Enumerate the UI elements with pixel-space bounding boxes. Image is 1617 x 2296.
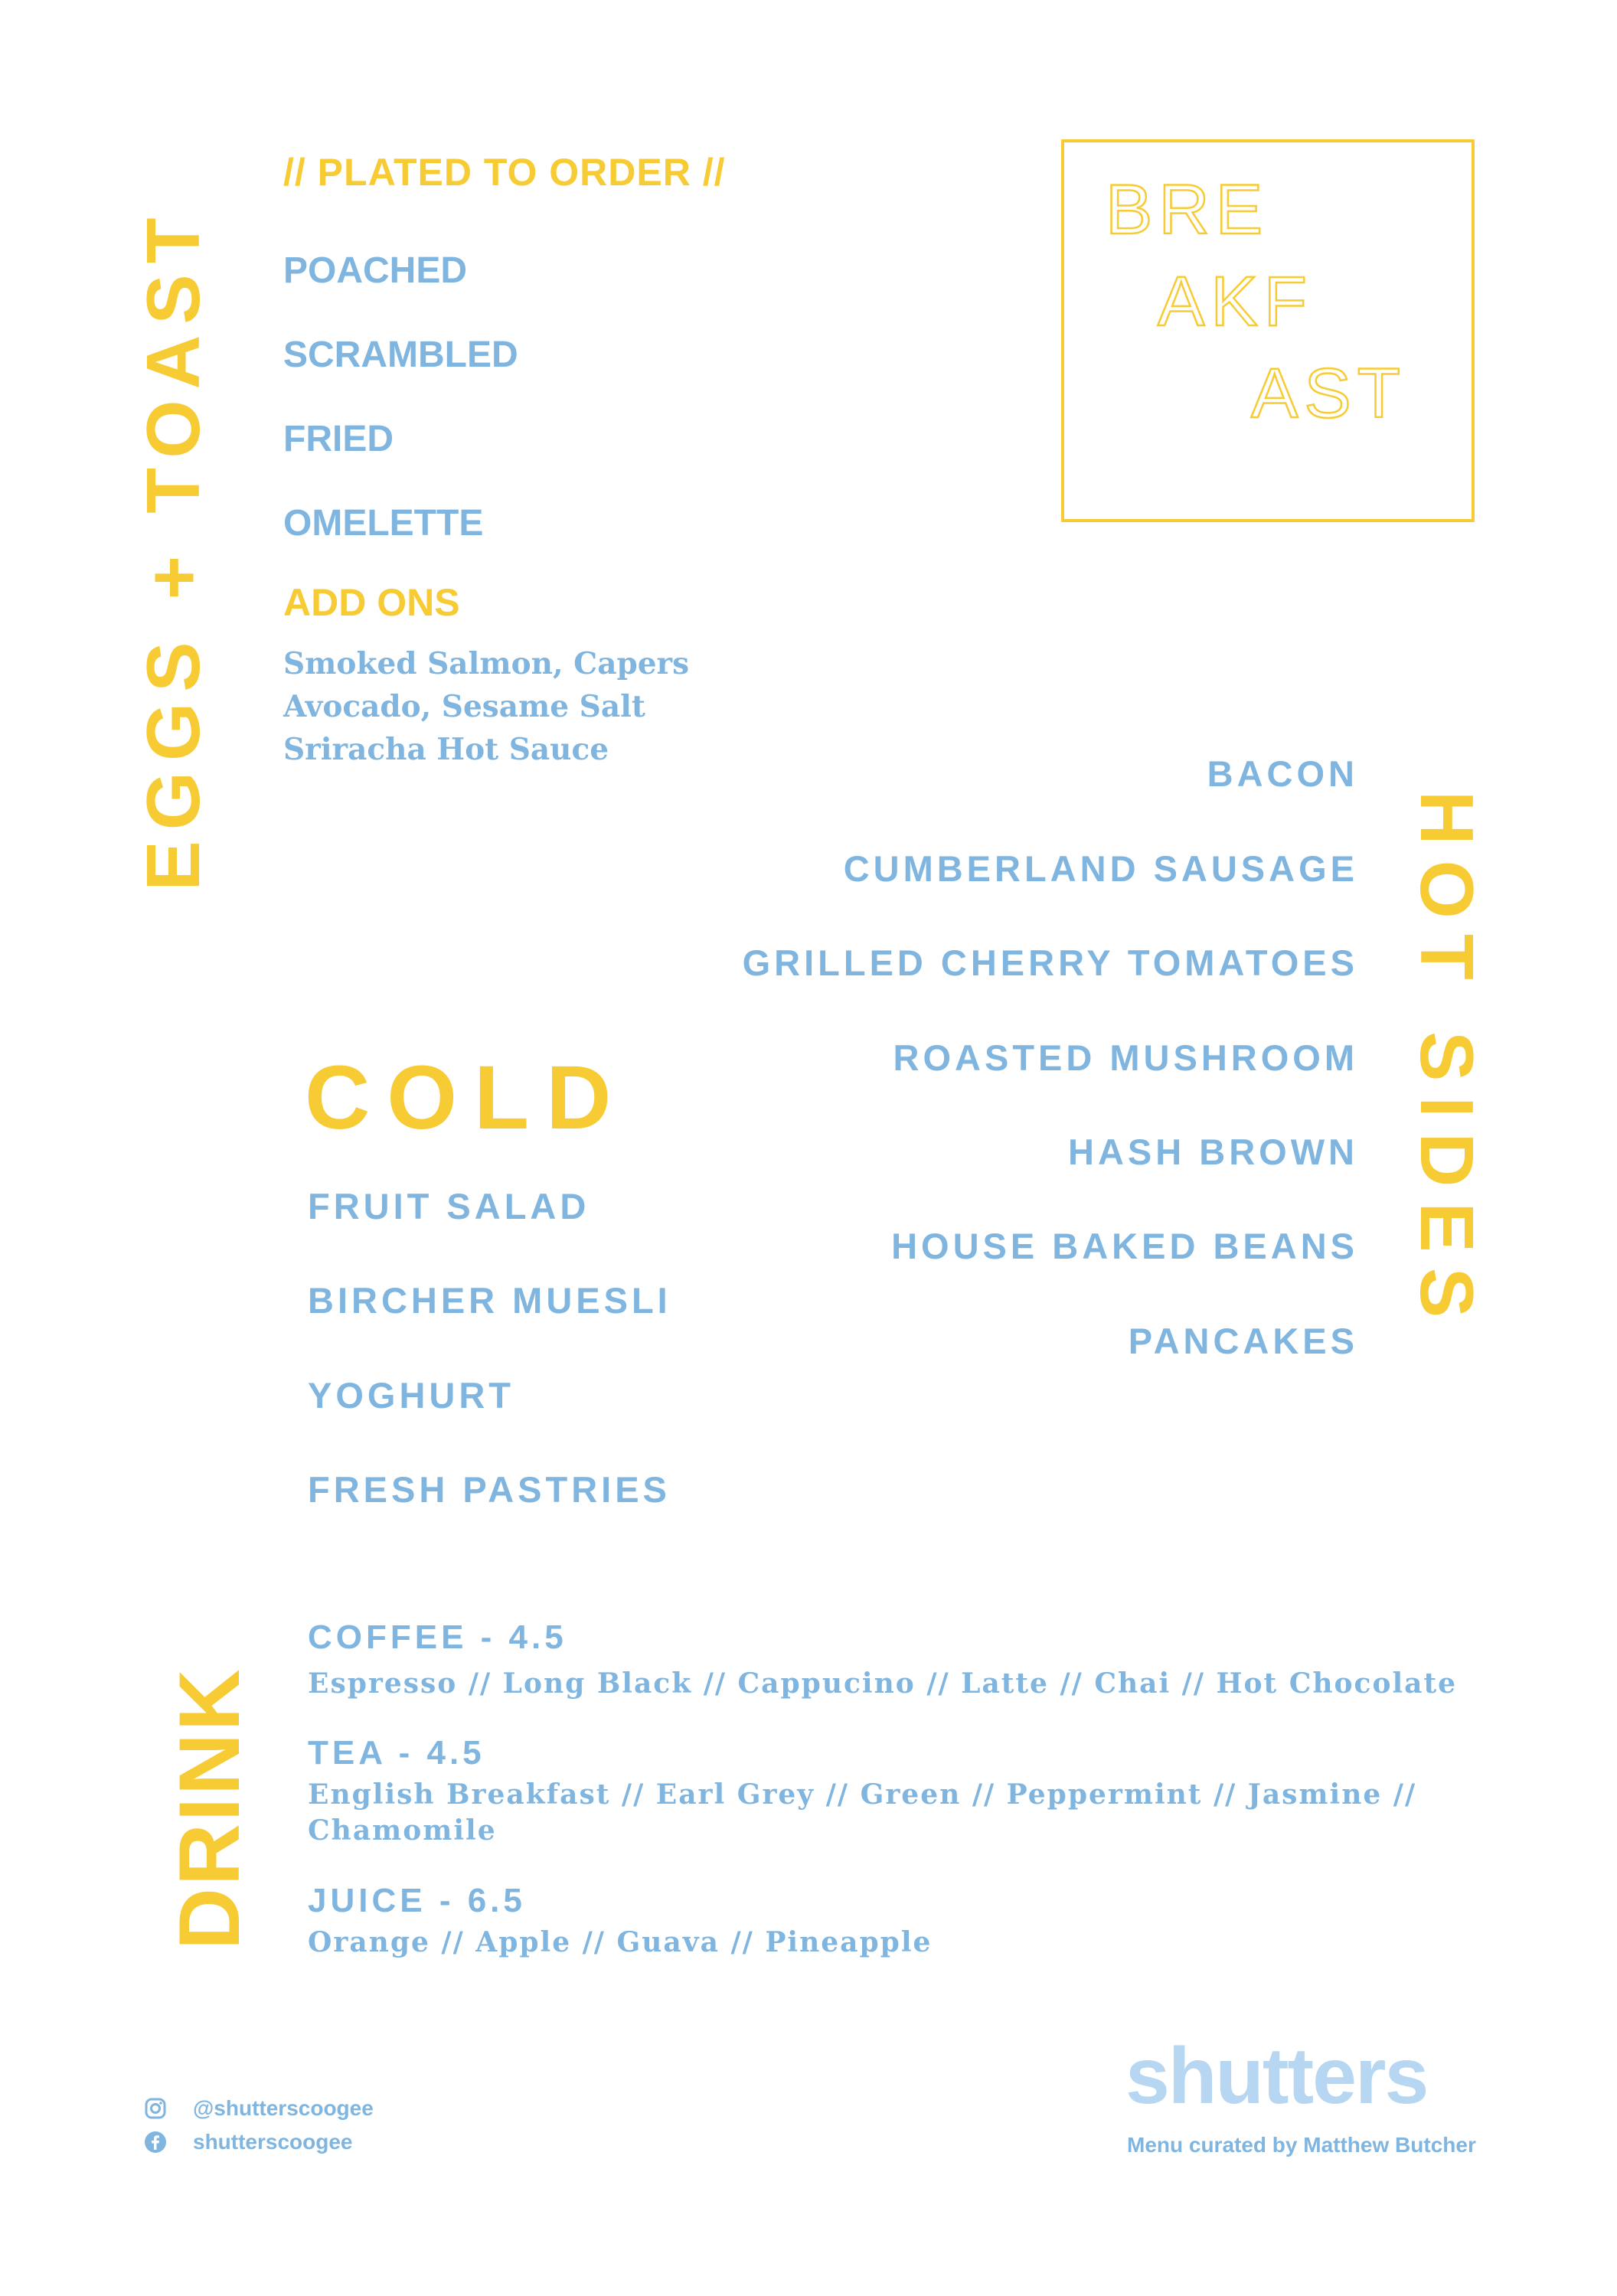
hot-side-item: CUMBERLAND SAUSAGE — [843, 848, 1358, 889]
cold-item: FRESH PASTRIES — [308, 1469, 671, 1510]
curated-by-credit: Menu curated by Matthew Butcher — [1127, 2133, 1476, 2157]
egg-item: POACHED — [283, 250, 468, 291]
hot-side-item: HASH BROWN — [1068, 1132, 1358, 1172]
plated-to-order-subtitle: // PLATED TO ORDER // — [283, 151, 726, 194]
instagram-handle: @shutterscoogee — [193, 2096, 374, 2120]
shutters-logo: shutters — [1125, 2032, 1428, 2121]
breakfast-title-line: AST — [1251, 354, 1406, 433]
cold-title: COLD — [305, 1047, 629, 1148]
hot-side-item: GRILLED CHERRY TOMATOES — [742, 942, 1358, 983]
hot-side-item: PANCAKES — [1128, 1321, 1358, 1361]
add-ons-title: ADD ONS — [283, 581, 460, 624]
drink-options: Orange // Apple // Guava // Pineapple — [308, 1926, 933, 1958]
cold-item: BIRCHER MUESLI — [308, 1280, 671, 1321]
drink-heading: JUICE - 6.5 — [308, 1882, 526, 1919]
instagram-row[interactable] — [144, 2096, 374, 2121]
hot-side-item: ROASTED MUSHROOM — [893, 1037, 1358, 1078]
hot-side-item: BACON — [1207, 753, 1358, 794]
drink-options: English Breakfast // Earl Grey // Green // Peppermint // Jasmine // — [308, 1778, 1417, 1811]
hot-side-item: HOUSE BAKED BEANS — [891, 1226, 1358, 1266]
drink-options: Chamomile — [308, 1814, 497, 1847]
breakfast-title-line: AKF — [1158, 263, 1313, 341]
drink-title: DRINK — [162, 1667, 257, 1950]
facebook-icon — [144, 2131, 167, 2154]
drink-options: Espresso // Long Black // Cappucino // Latte // Chai // Hot Chocolate — [308, 1667, 1458, 1700]
egg-item: SCRAMBLED — [283, 335, 518, 375]
drink-heading: TEA - 4.5 — [308, 1734, 485, 1772]
cold-item: YOGHURT — [308, 1375, 514, 1416]
breakfast-title-line: BRE — [1106, 171, 1269, 249]
eggs-toast-title: EGGS + TOAST — [131, 207, 215, 891]
drink-heading: COFFEE - 4.5 — [308, 1618, 567, 1656]
egg-item: FRIED — [283, 419, 394, 459]
hot-sides-title: HOT SIDES — [1405, 790, 1489, 1334]
facebook-handle: shutterscoogee — [193, 2130, 353, 2154]
instagram-icon — [144, 2097, 167, 2120]
egg-item: OMELETTE — [283, 503, 484, 544]
addon-item: Sriracha Hot Sauce — [283, 732, 609, 767]
addon-item: Smoked Salmon, Capers — [283, 646, 690, 681]
facebook-row[interactable] — [144, 2130, 353, 2154]
addon-item: Avocado, Sesame Salt — [283, 689, 645, 724]
cold-item: FRUIT SALAD — [308, 1186, 590, 1226]
